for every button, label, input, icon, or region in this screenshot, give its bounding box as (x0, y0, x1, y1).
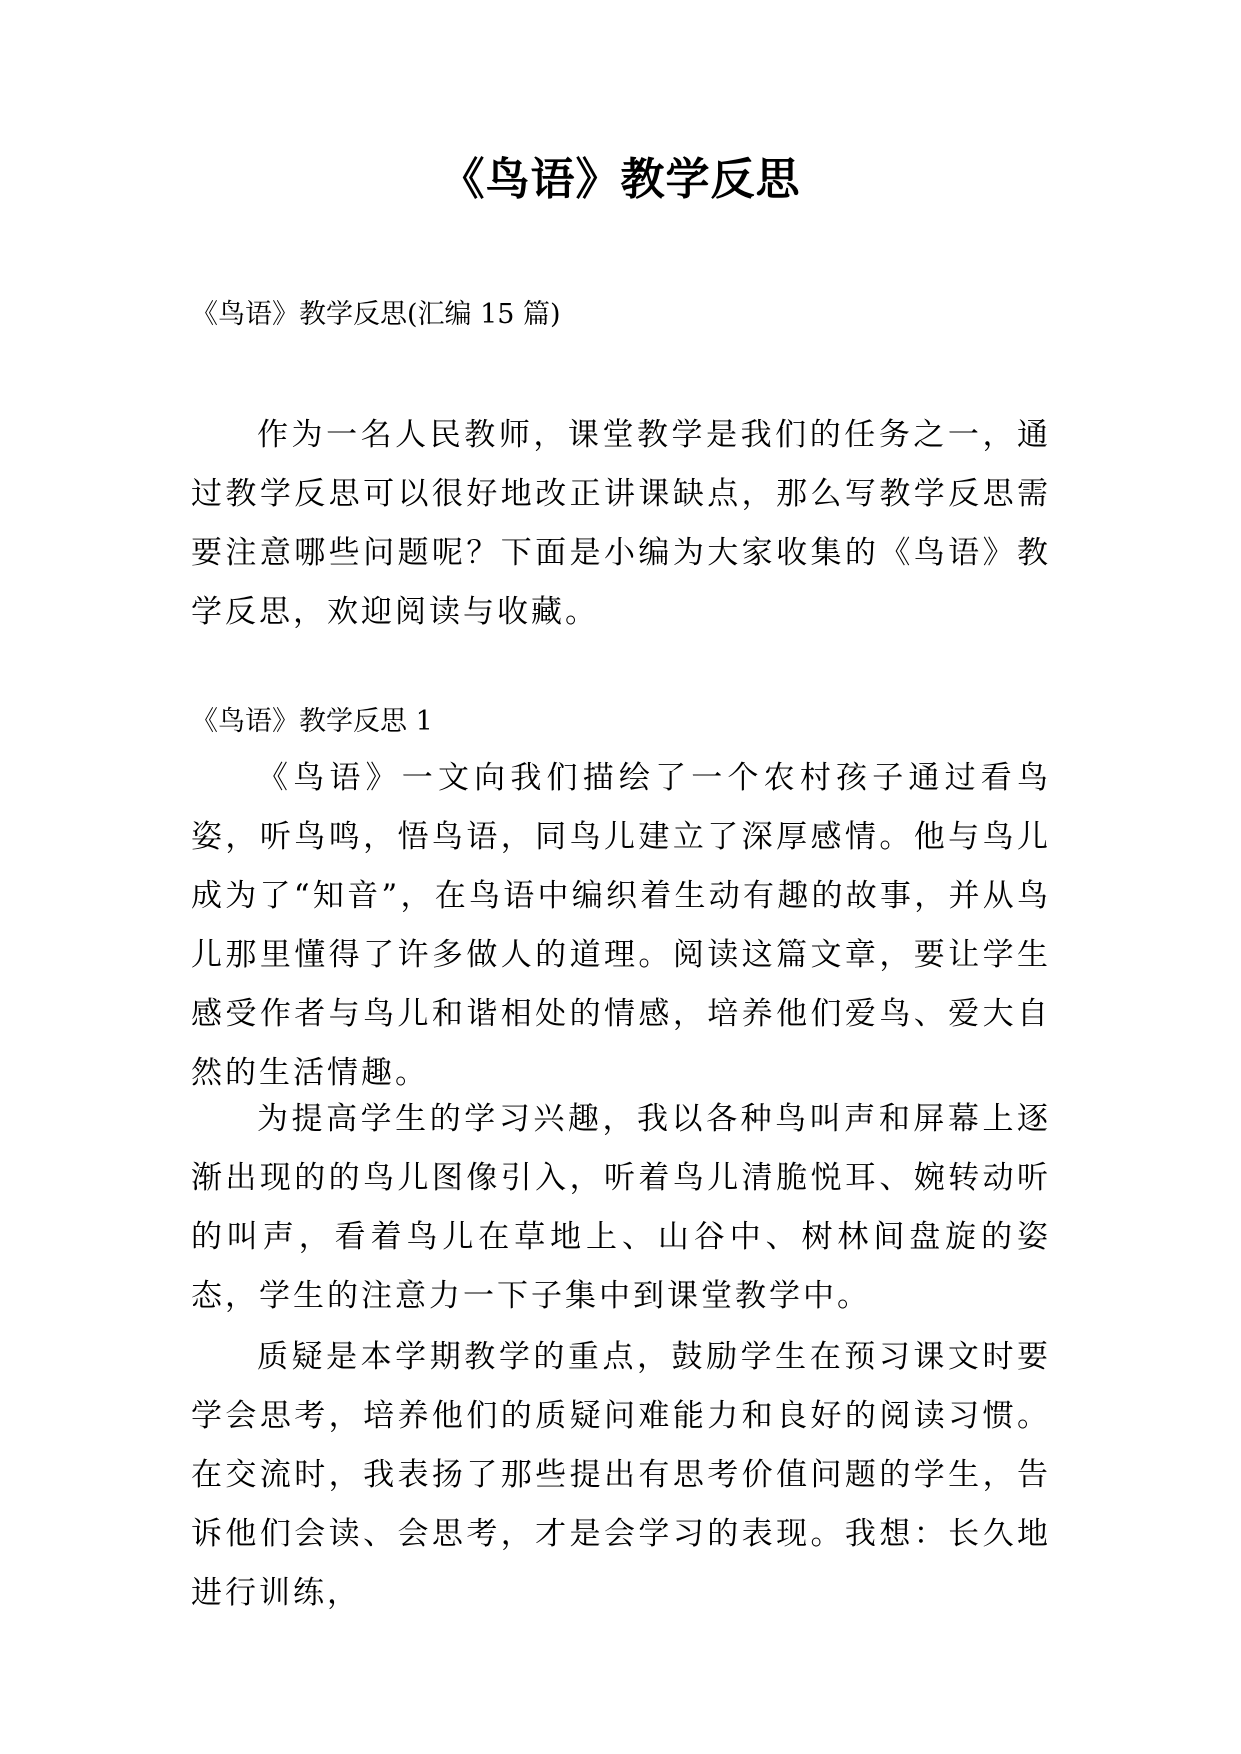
document-title: 《鸟语》教学反思 (440, 154, 801, 205)
document-subtitle: 《鸟语》教学反思(汇编 15 篇) (191, 299, 561, 330)
body-paragraph: 《鸟语》一文向我们描绘了一个农村孩子通过看鸟姿，听鸟鸣，悟鸟语，同鸟儿建立了深厚感情。他与鸟儿成为了“知音”，在鸟语中编织着生动有趣的故事，并从鸟儿那里懂得了许多做人的道理。阅读这篇文章，要让学生感受作者与鸟儿和谐相处的情感，培养他们爱鸟、爱大自然的生活情趣。 (191, 760, 1051, 1091)
body-paragraph: 为提高学生的学习兴趣，我以各种鸟叫声和屏幕上逐渐出现的的鸟儿图像引入，听着鸟儿清脆悦耳、婉转动听的叫声，看着鸟儿在草地上、山谷中、树林间盘旋的姿态，学生的注意力一下子集中到课堂教学中。 (191, 1101, 1051, 1314)
body-paragraph: 质疑是本学期教学的重点，鼓励学生在预习课文时要学会思考，培养他们的质疑问难能力和良好的阅读习惯。在交流时，我表扬了那些提出有思考价值问题的学生，告诉他们会读、会思考，才是会学习的表现。我想：长久地进行训练， (191, 1339, 1051, 1611)
intro-paragraph: 作为一名人民教师，课堂教学是我们的任务之一，通过教学反思可以很好地改正讲课缺点，那么写教学反思需要注意哪些问题呢？下面是小编为大家收集的《鸟语》教学反思，欢迎阅读与收藏。 (191, 417, 1051, 630)
section-heading: 《鸟语》教学反思 1 (191, 706, 433, 737)
